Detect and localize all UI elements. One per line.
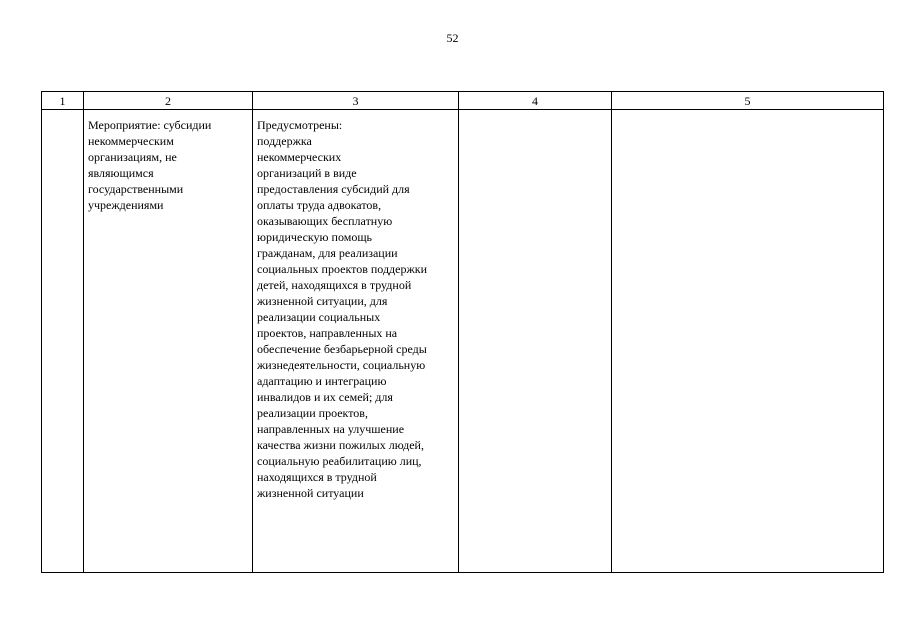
text-line: Мероприятие: субсидии (88, 118, 212, 132)
text-line: жизненной ситуации, для (257, 294, 388, 308)
text-line: находящихся в трудной (257, 470, 377, 484)
cell-col-2 (84, 110, 253, 573)
text-line: направленных на улучшение (257, 422, 405, 436)
data-table (41, 91, 884, 573)
text-line: государственными (88, 182, 184, 196)
text-line: гражданам, для реализации (257, 246, 398, 260)
text-line: социальную реабилитацию лиц, (257, 454, 422, 468)
provisions-text (253, 110, 458, 501)
text-line: жизнедеятельности, социальную (257, 358, 426, 372)
text-line: реализации проектов, (257, 406, 368, 420)
column-header-2: 2 (84, 92, 253, 110)
text-line: инвалидов и их семей; для (257, 390, 393, 404)
cell-col-1 (42, 110, 84, 573)
measure-text (84, 110, 252, 213)
text-line: детей, находящихся в трудной (257, 278, 412, 292)
cell-col-5 (612, 110, 884, 573)
text-line: некоммерческим (88, 134, 174, 148)
text-line: Предусмотрены: (257, 118, 343, 132)
page-number: 52 (446, 31, 459, 45)
text-line: юридическую помощь (257, 230, 373, 244)
cell-col-3 (253, 110, 459, 573)
text-line: оказывающих бесплатную (257, 214, 393, 228)
text-line: обеспечение безбарьерной среды (257, 342, 427, 356)
table-header-row (42, 92, 884, 110)
text-line: социальных проектов поддержки (257, 262, 428, 276)
text-line: учреждениями (88, 198, 164, 212)
column-header-5: 5 (612, 92, 884, 110)
text-line: некоммерческих (257, 150, 342, 164)
text-line: оплаты труда адвокатов, (257, 198, 382, 212)
text-line: организаций в виде (257, 166, 357, 180)
text-line: качества жизни пожилых людей, (257, 438, 424, 452)
text-line: организациям, не (88, 150, 177, 164)
text-line: реализации социальных (257, 310, 381, 324)
column-header-4: 4 (459, 92, 612, 110)
column-header-3: 3 (253, 92, 459, 110)
text-line: адаптацию и интеграцию (257, 374, 387, 388)
text-line: предоставления субсидий для (257, 182, 410, 196)
column-header-1: 1 (42, 92, 84, 110)
text-line: проектов, направленных на (257, 326, 398, 340)
cell-col-4 (459, 110, 612, 573)
text-line: поддержка (257, 134, 312, 148)
text-line: жизненной ситуации (257, 486, 364, 500)
text-line: являющимся (88, 166, 154, 180)
table-row (42, 110, 884, 573)
